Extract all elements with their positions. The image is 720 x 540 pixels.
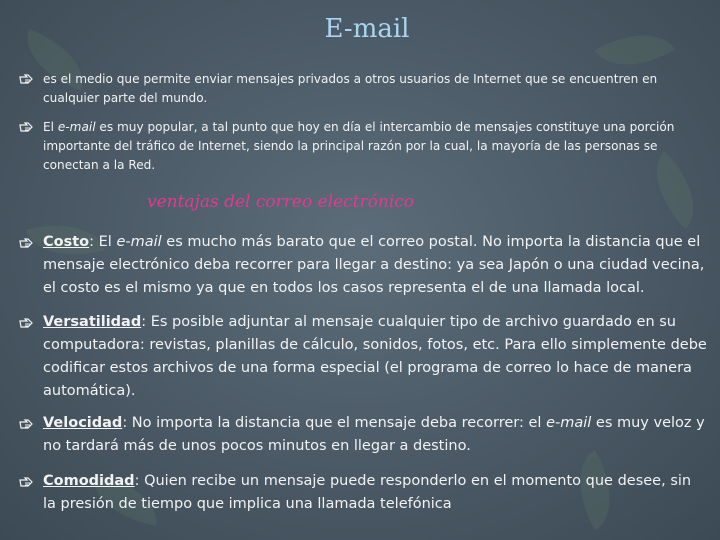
pointing-hand-icon: [18, 118, 36, 136]
page-title: E-mail: [324, 14, 410, 44]
comodidad-text: : Quien recibe un mensaje puede responderlo en el momento que desee, sin la presión de tiempo que implica una llamada telefónica: [43, 473, 692, 512]
term-versatilidad: Versatilidad: [43, 314, 142, 330]
velocidad-pre: : No importa la distancia que el mensaje deba recorrer: el: [122, 415, 547, 431]
term-velocidad: Velocidad: [43, 415, 123, 431]
pointing-hand-icon: [18, 314, 36, 332]
pointing-hand-icon: [18, 473, 36, 491]
costo-italic: e-mail: [116, 234, 162, 250]
term-comodidad: Comodidad: [43, 473, 135, 489]
ventaja-versatilidad: [18, 311, 708, 403]
intro-text-2-italic: e-mail: [57, 120, 96, 134]
costo-pre: : El: [89, 234, 117, 250]
pointing-hand-icon: [18, 234, 36, 252]
ventaja-comodidad: [18, 470, 708, 516]
intro-paragraph-2: [18, 118, 708, 175]
pointing-hand-icon: [18, 415, 36, 433]
costo-post: es mucho más barato que el correo postal. No importa la distancia que el mensaje electrónico deba recorrer para llegar a destino: ya sea Japón o una ciudad vecina, el costo es el mismo ya que en todos los casos representa el de una llamada local.: [43, 234, 705, 296]
ventaja-velocidad: [18, 412, 708, 458]
velocidad-italic: e-mail: [546, 415, 592, 431]
velocidad-post: es muy veloz y no tardará más de unos pocos minutos en llegar a destino.: [43, 415, 705, 454]
intro-text-2-pre: El: [43, 120, 58, 134]
intro-text-2-post: es muy popular, a tal punto que hoy en día el intercambio de mensajes constituye una porción importante del tráfico de Internet, siendo la principal razón por la cual, la mayoría de las personas se conectan a la Red.: [43, 120, 675, 172]
term-costo: Costo: [43, 234, 90, 250]
versatilidad-text: : Es posible adjuntar al mensaje cualquier tipo de archivo guardado en su computadora: revistas, planillas de cálculo, sonidos, fotos, etc. Para ello simplemente debe codificar estos archivos de una forma especial (el programa de correo lo hace de manera automática).: [43, 314, 707, 399]
ventaja-costo: [18, 231, 708, 300]
pointing-hand-icon: [18, 70, 36, 88]
intro-text-1: es el medio que permite enviar mensajes privados a otros usuarios de Internet que se encuentren en cualquier parte del mundo.: [43, 72, 658, 105]
section-subtitle: ventajas del correo electrónico: [147, 192, 415, 212]
intro-paragraph-1: [18, 70, 708, 108]
